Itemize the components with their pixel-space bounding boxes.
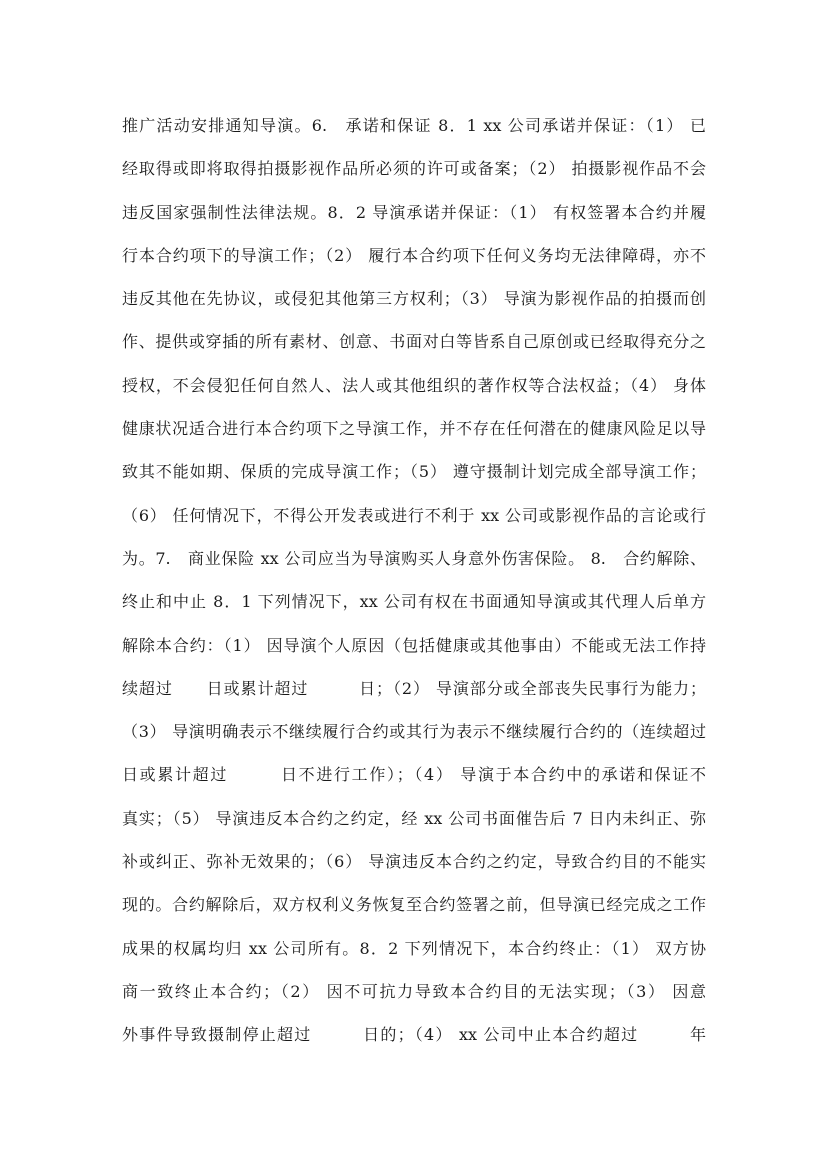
text-line: 日或累计超过 日不进行工作）；（4） 导演于本合约中的承诺和保证不 <box>122 765 706 785</box>
text-line: 终止和中止 8．1 下列情况下，xx 公司有权在书面通知导演或其代理人后单方 <box>122 592 706 612</box>
text-line: 经取得或即将取得拍摄影视作品所必须的许可或备案；（2） 拍摄影视作品不会 <box>122 159 706 179</box>
text-line: （6） 任何情况下，不得公开发表或进行不利于 xx 公司或影视作品的言论或行 <box>122 505 706 525</box>
text-line: 行本合约项下的导演工作；（2） 履行本合约项下任何义务均无法律障碍，亦不 <box>122 245 706 265</box>
text-line: 违反其他在先协议，或侵犯其他第三方权利；（3） 导演为影视作品的拍摄而创 <box>122 289 706 309</box>
text-line: 解除本合约：（1） 因导演个人原因（包括健康或其他事由）不能或无法工作持 <box>122 635 706 655</box>
text-line: 致其不能如期、保质的完成导演工作；（5） 遵守摄制计划完成全部导演工作； <box>122 462 706 482</box>
text-line: 健康状况适合进行本合约项下之导演工作，并不存在任何潜在的健康风险足以导 <box>122 419 706 439</box>
text-line: 成果的权属均归 xx 公司所有。8．2 下列情况下，本合约终止：（1） 双方协 <box>122 938 706 958</box>
text-line: （3） 导演明确表示不继续履行合约或其行为表示不继续履行合约的（连续超过 <box>122 722 706 742</box>
contract-body-text <box>122 104 706 1057</box>
text-line: 商一致终止本合约；（2） 因不可抗力导致本合约目的无法实现；（3） 因意 <box>122 981 706 1001</box>
text-line: 作、提供或穿插的所有素材、创意、书面对白等皆系自己原创或已经取得充分之 <box>122 332 706 352</box>
text-line: 补或纠正、弥补无效果的；（6） 导演违反本合约之约定，导致合约目的不能实 <box>122 852 706 872</box>
text-line: 真实；（5） 导演违反本合约之约定，经 xx 公司书面催告后 7 日内未纠正、弥 <box>122 808 706 828</box>
text-line: 推广活动安排通知导演。6. 承诺和保证 8．1 xx 公司承诺并保证：（1） 已 <box>122 116 706 135</box>
text-line: 续超过 日或累计超过 日；（2） 导演部分或全部丧失民事行为能力； <box>122 678 706 698</box>
text-line: 现的。合约解除后，双方权利义务恢复至合约签署之前，但导演已经完成之工作 <box>122 895 706 915</box>
text-line: 外事件导致摄制停止超过 日的；（4） xx 公司中止本合约超过 年 <box>122 1025 706 1045</box>
text-line: 为。7. 商业保险 xx 公司应当为导演购买人身意外伤害保险。 8. 合约解除、 <box>122 548 706 568</box>
text-line: 违反国家强制性法律法规。8．2 导演承诺并保证：（1） 有权签署本合约并履 <box>122 202 706 222</box>
text-line: 授权，不会侵犯任何自然人、法人或其他组织的著作权等合法权益；（4） 身体 <box>122 375 706 395</box>
